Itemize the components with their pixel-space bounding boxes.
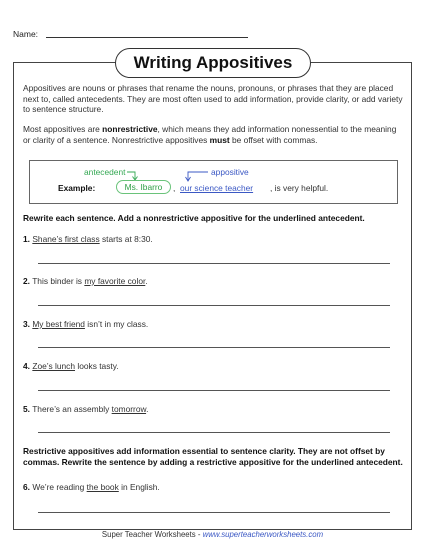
instructions-restrictive: Restrictive appositives add information essential to sentence clarity. They are not offset by commas. Rewrite the sentence by adding a restrictive appositive for the underlined antecedent. xyxy=(23,446,403,467)
question-text: looks tasty. xyxy=(75,361,119,371)
question-text: . xyxy=(146,404,149,414)
question-3 xyxy=(23,319,148,329)
example-comma: , xyxy=(173,183,176,193)
page-title: Writing Appositives xyxy=(115,48,311,78)
question-text: We’re reading xyxy=(32,482,87,492)
question-text: in English. xyxy=(118,482,160,492)
question-number: 4. xyxy=(23,361,30,371)
question-number: 5. xyxy=(23,404,30,414)
antecedent-label: antecedent xyxy=(84,167,126,177)
example-appositive: our science teacher xyxy=(180,183,254,193)
instructions-nonrestrictive: Rewrite each sentence. Add a nonrestrictive appositive for the underlined antecedent. xyxy=(23,213,365,223)
intro-p2-text-e: be offset with commas. xyxy=(229,134,318,145)
answer-line-6[interactable] xyxy=(38,512,390,513)
question-1 xyxy=(23,234,153,244)
question-text: . xyxy=(145,276,148,286)
example-rest: , is very helpful. xyxy=(270,183,329,193)
intro-p2-bold-nonrestrictive: nonrestrictive xyxy=(102,124,158,134)
question-2 xyxy=(23,276,148,286)
question-underlined-antecedent: tomorrow xyxy=(111,404,147,414)
question-underlined-antecedent: the book xyxy=(86,482,119,492)
answer-line-2[interactable] xyxy=(38,305,390,306)
question-text: This binder is xyxy=(32,276,85,286)
question-underlined-antecedent: Zoe’s lunch xyxy=(32,361,76,371)
answer-line-5[interactable] xyxy=(38,432,390,433)
example-label: Example: xyxy=(58,183,96,193)
footer-text: Super Teacher Worksheets - xyxy=(101,530,203,539)
answer-line-3[interactable] xyxy=(38,347,390,348)
name-label: Name: xyxy=(13,29,39,39)
question-underlined-antecedent: my favorite color xyxy=(84,276,146,286)
question-number: 1. xyxy=(23,234,30,244)
antecedent-arrow xyxy=(127,172,138,180)
intro-p2-text-a: Most appositives are xyxy=(23,124,103,134)
appositive-label: appositive xyxy=(211,167,249,177)
question-number: 6. xyxy=(23,482,30,492)
appositive-arrow xyxy=(186,172,209,181)
question-5 xyxy=(23,404,148,414)
intro-p2-text-c: , which means they add information nonessential to the meaning or clarity of a sentence. Nonrestrictive appositives xyxy=(23,124,397,145)
question-6 xyxy=(23,482,160,492)
footer-link[interactable]: www.superteacherworksheets.com xyxy=(202,530,324,539)
question-underlined-antecedent: Shane’s first class xyxy=(32,234,100,244)
intro-p2-bold-must: must xyxy=(209,134,230,145)
answer-line-1[interactable] xyxy=(38,263,390,264)
question-4 xyxy=(23,361,119,371)
footer xyxy=(0,530,425,539)
question-number: 2. xyxy=(23,276,30,286)
question-text: isn’t in my class. xyxy=(84,319,149,329)
question-number: 3. xyxy=(23,319,30,329)
answer-line-4[interactable] xyxy=(38,390,390,391)
example-antecedent: Ms. Ibarro xyxy=(116,180,171,194)
question-text: starts at 8:30. xyxy=(99,234,153,244)
question-underlined-antecedent: My best friend xyxy=(32,319,85,329)
intro-paragraph-1: Appositives are nouns or phrases that rename the nouns, pronouns, or phrases that they are placed next to, called antecedents. They are most often used to add information, provide clarity, or add variety to sentence structure. xyxy=(23,83,403,115)
question-text: There’s an assembly xyxy=(32,404,112,414)
